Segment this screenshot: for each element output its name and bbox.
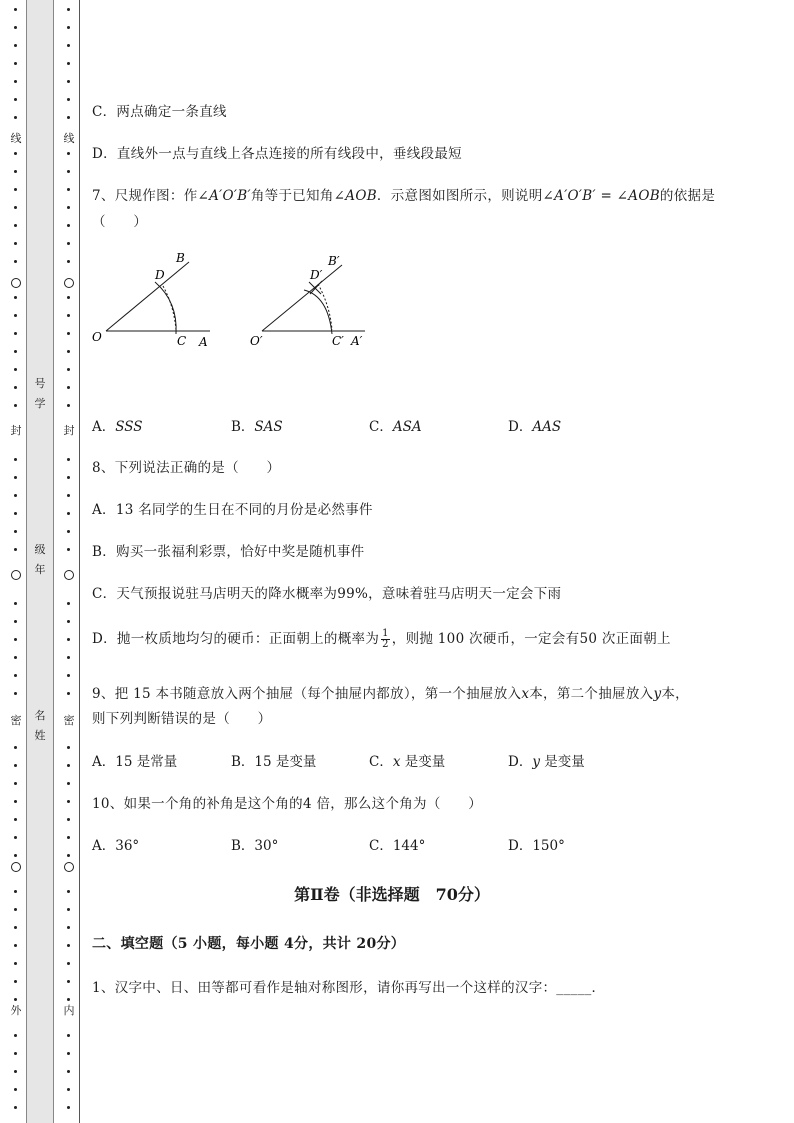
label-A-prime: A′ (351, 334, 363, 348)
margin-dot (14, 620, 17, 623)
margin-dot (14, 368, 17, 371)
q8-option-c[interactable]: C．天气预报说驻马店明天的降水概率为99%，意味着驻马店明天一定会下雨 (92, 586, 562, 602)
margin-dot (67, 1052, 70, 1055)
margin-dot (14, 1052, 17, 1055)
margin-dot (14, 62, 17, 65)
margin-dot (14, 512, 17, 515)
label-hao: 号 (34, 377, 46, 390)
margin-dot (67, 98, 70, 101)
label-C: C (177, 334, 187, 348)
q7-compass-figure (92, 250, 382, 350)
margin-dot (67, 260, 70, 263)
fraction-numerator: 1 (382, 628, 389, 639)
q9-stem-line2: 则下列判断错误的是（ ） (92, 711, 272, 727)
margin-dot (67, 26, 70, 29)
margin-dot (67, 836, 70, 839)
margin-dot (14, 800, 17, 803)
margin-dot (67, 404, 70, 407)
fraction-one-half (381, 629, 390, 650)
margin-dot (14, 152, 17, 155)
prev-option-c: C．两点确定一条直线 (92, 104, 227, 120)
margin-dot (67, 674, 70, 677)
margin-dot (67, 386, 70, 389)
label-ji: 级 (34, 543, 46, 556)
margin-dot (67, 8, 70, 11)
section-2-title: 第Ⅱ卷（非选择题 70分） (294, 885, 490, 904)
q7-option-a-text: SSS (115, 419, 143, 435)
margin-dot (67, 242, 70, 245)
q10-stem: 10、如果一个角的补角是这个角的4 倍，那么这个角为（ ） (92, 796, 483, 812)
margin-dot (67, 170, 70, 173)
margin-dot (67, 368, 70, 371)
label-ming: 名 (34, 709, 46, 722)
margin-dot (14, 296, 17, 299)
q9-var-x: x (521, 686, 530, 702)
margin-dot (14, 944, 17, 947)
q7-option-d-text: AAS (532, 419, 562, 435)
q9-option-c-text: 是变量 (400, 754, 446, 770)
q9-stem-a: 9、把 15 本书随意放入两个抽屉（每个抽屉内都放），第一个抽屉放入 (92, 686, 522, 702)
margin-dot (67, 224, 70, 227)
margin-dot (67, 548, 70, 551)
margin-dot (14, 1106, 17, 1109)
margin-dot (14, 242, 17, 245)
q9-stem-c: 本， (661, 686, 689, 702)
margin-dot (67, 908, 70, 911)
right-margin-char: 封 (63, 424, 75, 437)
margin-dot (14, 602, 17, 605)
label-O-prime: O′ (250, 334, 263, 348)
margin-dot (67, 188, 70, 191)
margin-dot (67, 494, 70, 497)
margin-dot (67, 476, 70, 479)
q9-stem (92, 682, 689, 702)
fill-q1: 1、汉字中、日、田等都可看作是轴对称图形，请你再写出一个这样的汉字：_____． (92, 980, 606, 996)
margin-dot (67, 962, 70, 965)
q9-option-a-text: 15 是常量 (115, 754, 178, 770)
q9-option-d-text: 是变量 (539, 754, 585, 770)
margin-dot (67, 890, 70, 893)
label-nian: 年 (34, 563, 46, 576)
left-dotted-cut-line (10, 0, 22, 1123)
margin-dot (67, 656, 70, 659)
margin-dot (14, 926, 17, 929)
q9-option-c-var: x (392, 754, 401, 770)
q9-option-c-key: C． (369, 754, 393, 770)
margin-circle-mark (64, 570, 74, 580)
margin-dot (14, 530, 17, 533)
margin-dot (67, 638, 70, 641)
margin-dot (67, 602, 70, 605)
margin-circle-mark (11, 278, 21, 288)
right-margin-char: 线 (63, 132, 75, 145)
label-xing: 姓 (34, 729, 46, 742)
margin-dot (14, 782, 17, 785)
q10-option-d[interactable]: D．150° (508, 838, 565, 854)
margin-dot (14, 224, 17, 227)
margin-dot (67, 80, 70, 83)
margin-dot (14, 656, 17, 659)
margin-dot (14, 854, 17, 857)
q9-option-c[interactable] (369, 750, 445, 770)
q8-stem: 8、下列说法正确的是（ ） (92, 460, 281, 476)
margin-dot (67, 620, 70, 623)
margin-dot (67, 152, 70, 155)
q9-option-b-key: B． (231, 754, 255, 770)
margin-dot (14, 170, 17, 173)
margin-dot (67, 692, 70, 695)
margin-dot (67, 296, 70, 299)
margin-dot (14, 962, 17, 965)
q9-option-b[interactable] (231, 750, 316, 770)
margin-dot (14, 26, 17, 29)
margin-dot (67, 350, 70, 353)
margin-dot (14, 746, 17, 749)
q7-eq: ∠A′O′B′ = ∠AOB (542, 188, 660, 204)
margin-dot (14, 1034, 17, 1037)
margin-dot (67, 1070, 70, 1073)
margin-dot (14, 548, 17, 551)
margin-dot (14, 80, 17, 83)
margin-dot (67, 1088, 70, 1091)
margin-dot (14, 1088, 17, 1091)
q8-option-d[interactable] (92, 627, 671, 650)
q9-option-a[interactable] (92, 750, 177, 770)
fraction-denominator: 2 (382, 639, 389, 650)
margin-dot (67, 854, 70, 857)
margin-dot (67, 314, 70, 317)
q10-option-c[interactable]: C．144° (369, 838, 426, 854)
q10-option-a[interactable]: A．36° (92, 838, 140, 854)
student-info-strip (26, 0, 54, 1123)
margin-dot (67, 512, 70, 515)
q9-stem-b: 本，第二个抽屉放入 (529, 686, 654, 702)
right-dotted-cut-line (63, 0, 75, 1123)
fill-in-heading: 二、填空题（5 小题，每小题 4分，共计 20分） (92, 936, 406, 952)
margin-dot (14, 692, 17, 695)
q10-option-b[interactable]: B．30° (231, 838, 279, 854)
q7-option-b-key: B． (231, 419, 255, 435)
margin-dot (67, 746, 70, 749)
margin-dot (67, 62, 70, 65)
q7-stem-a: 7、尺规作图：作 (92, 188, 198, 204)
margin-dot (14, 206, 17, 209)
margin-dot (14, 386, 17, 389)
left-margin-char: 封 (10, 424, 22, 437)
margin-dot (14, 908, 17, 911)
margin-dot (67, 782, 70, 785)
margin-dot (67, 458, 70, 461)
q9-option-d-var: y (532, 754, 540, 770)
margin-dot (67, 116, 70, 119)
q9-option-d[interactable] (508, 750, 585, 770)
margin-dot (14, 836, 17, 839)
q8-option-b[interactable]: B．购买一张福利彩票，恰好中奖是随机事件 (92, 544, 365, 560)
q7-option-a-key: A． (92, 419, 116, 435)
margin-dot (67, 980, 70, 983)
q7-stem-d: 的依据是 (659, 188, 716, 204)
margin-dot (14, 44, 17, 47)
label-O: O (92, 330, 102, 344)
q9-var-y: y (653, 686, 662, 702)
prev-option-d: D．直线外一点与直线上各点连接的所有线段中，垂线段最短 (92, 146, 462, 162)
binding-margin (0, 0, 84, 1123)
margin-dot (14, 980, 17, 983)
margin-dot (14, 404, 17, 407)
q7-stem-c: ．示意图如图所示，则说明 (376, 188, 543, 204)
arc-2 (304, 290, 332, 334)
right-margin-char: 内 (63, 1004, 75, 1017)
margin-dot (14, 314, 17, 317)
margin-dot (14, 188, 17, 191)
margin-dot (67, 764, 70, 767)
margin-circle-mark (11, 570, 21, 580)
ray-OB (106, 262, 189, 331)
q7-angle2: ∠AOB (333, 188, 377, 204)
q8-d-pre: D．抛一枚质地均匀的硬币：正面朝上的概率为 (92, 631, 380, 647)
margin-dot (67, 818, 70, 821)
q7-option-c[interactable] (369, 415, 422, 435)
label-D: D (155, 268, 165, 282)
margin-dot (14, 8, 17, 11)
margin-dot (67, 1106, 70, 1109)
q8-d-post: ，则抛 100 次硬币，一定会有50 次正面朝上 (391, 631, 671, 647)
margin-dot (14, 332, 17, 335)
margin-dot (14, 1070, 17, 1073)
margin-dot (14, 674, 17, 677)
q7-stem-b: 角等于已知角 (250, 188, 334, 204)
margin-dot (14, 638, 17, 641)
q7-paren: （ ） (92, 214, 148, 230)
margin-dot (14, 350, 17, 353)
q7-stem (92, 184, 715, 204)
q7-option-a[interactable] (92, 415, 143, 435)
label-B: B (176, 251, 185, 265)
left-margin-char: 密 (10, 714, 22, 727)
margin-circle-mark (64, 862, 74, 872)
margin-dot (67, 998, 70, 1001)
label-A: A (199, 335, 208, 349)
label-B-prime: B′ (328, 254, 340, 268)
margin-circle-mark (11, 862, 21, 872)
margin-border-line (79, 0, 80, 1123)
label-xue: 学 (34, 397, 46, 410)
margin-dot (14, 998, 17, 1001)
margin-dot (67, 944, 70, 947)
q7-option-c-text: ASA (392, 419, 422, 435)
q7-option-d[interactable] (508, 415, 561, 435)
margin-dot (67, 332, 70, 335)
label-C-prime: C′ (332, 334, 344, 348)
q9-option-a-key: A． (92, 754, 116, 770)
label-D-prime: D′ (310, 268, 323, 282)
margin-dot (14, 818, 17, 821)
q9-option-d-key: D． (508, 754, 533, 770)
margin-dot (14, 98, 17, 101)
right-margin-char: 密 (63, 714, 75, 727)
margin-circle-mark (64, 278, 74, 288)
margin-dot (14, 260, 17, 263)
q8-option-a[interactable]: A．13 名同学的生日在不同的月份是必然事件 (92, 502, 373, 518)
q7-option-b[interactable] (231, 415, 283, 435)
margin-dot (14, 458, 17, 461)
q7-option-d-key: D． (508, 419, 533, 435)
margin-dot (67, 926, 70, 929)
margin-dot (14, 764, 17, 767)
q7-angle1: ∠A′O′B′ (197, 188, 251, 204)
q9-option-b-text: 15 是变量 (254, 754, 317, 770)
margin-dot (14, 476, 17, 479)
margin-dot (14, 890, 17, 893)
margin-dot (14, 494, 17, 497)
q7-option-b-text: SAS (254, 419, 283, 435)
margin-dot (67, 44, 70, 47)
margin-dot (14, 116, 17, 119)
left-margin-char: 线 (10, 132, 22, 145)
left-margin-char: 外 (10, 1004, 22, 1017)
q7-option-c-key: C． (369, 419, 393, 435)
margin-dot (67, 206, 70, 209)
arc-1 (155, 282, 176, 334)
margin-dot (67, 800, 70, 803)
margin-dot (67, 530, 70, 533)
margin-dot (67, 1034, 70, 1037)
